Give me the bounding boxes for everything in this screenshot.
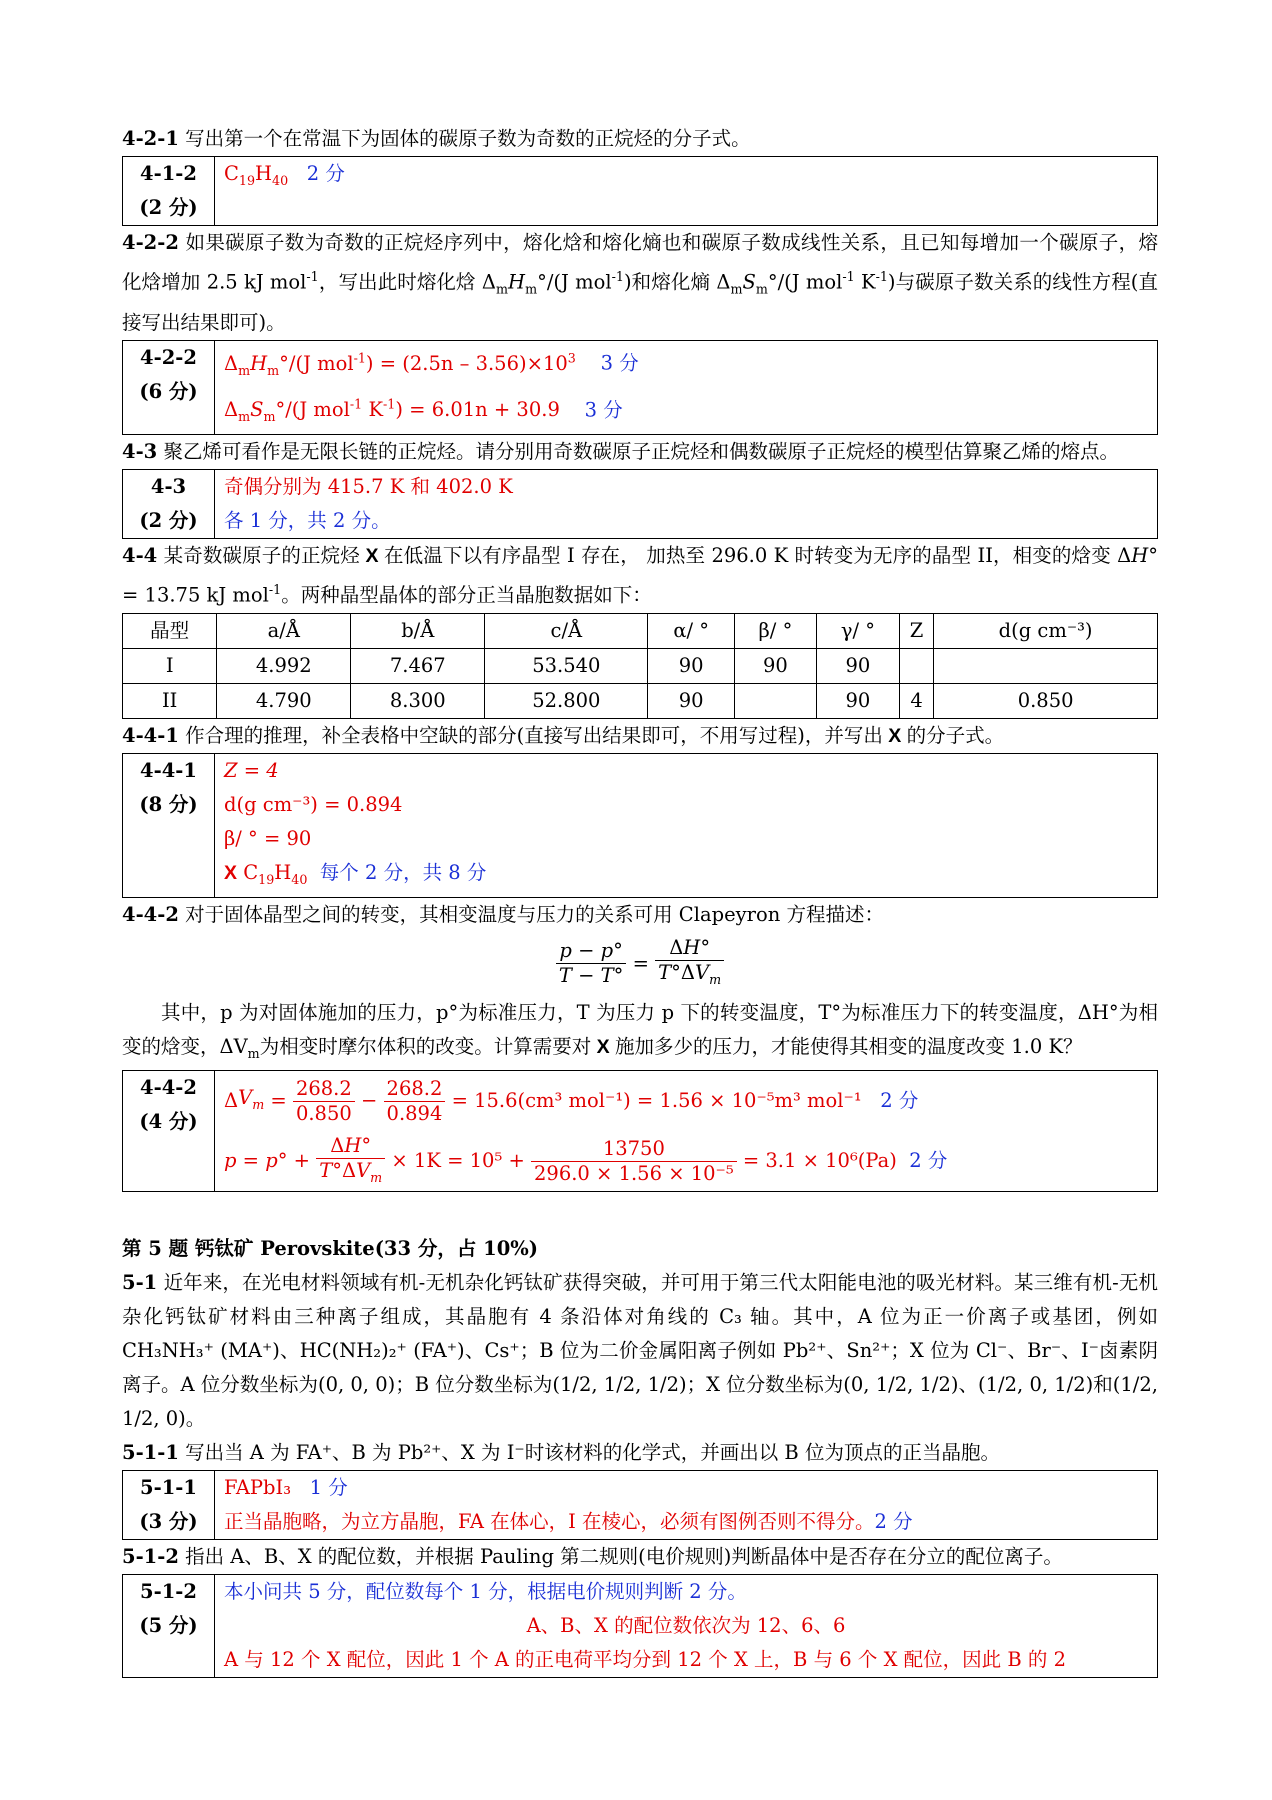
question-4-2-1: 4-2-1 写出第一个在常温下为固体的碳原子数为奇数的正烷烃的分子式。 <box>122 127 751 150</box>
section-5-title: 第 5 题 钙钛矿 Perovskite(33 分，占 10%) <box>122 1237 539 1261</box>
question-4-2-2: 4-2-2 如果碳原子数为奇数的正烷烃序列中，熔化焓和熔化熵也和碳原子数成线性关系，且已知每增加一个碳原子，熔化焓增加 2.5 kJ mol$^{-1}$，写出此时熔化焓 $\Delta_mH_m^\circ/(J$ mol$^{-1}$)和熔化熵 $\Delta_mS_m^\circ/(J$ mol$^{-1}$ $K^{-1}$)与碳原子数关系的线性方程(直接写出结果即可)。 <box>122 231 1158 335</box>
question-5-1-1: 5-1-1 写出当 A 为 FA⁺、B 为 Pb²⁺、X 为 I⁻时该材料的化学式，并画出以 B 位为顶点的正当晶胞。 <box>122 1441 1000 1465</box>
answer-box-4-1-2: 4-1-2 (2 分) $C_{19}H_{40}$ 2 分 <box>122 156 1158 226</box>
question-5-1: 5-1 近年来，在光电材料领域有机-无机杂化钙钛矿获得突破，并可用于第三代太阳能电池的吸光材料。某三维有机-无机杂化钙钛矿材料由三种离子组成，其晶胞有 4 条沿体对角线的 C₃ 轴。其中，A 位为正一价离子或基团，例如 CH₃NH₃⁺ (MA⁺)、HC(NH₂)₂⁺ (FA⁺)、Cs⁺；B 位为二价金属阳离子例如 Pb²⁺、Sn²⁺；X 位为 Cl⁻、Br⁻、I⁻卤素阴离子。A 位分数坐标为(0, 0, 0)；B 位分数坐标为(1/2, 1/2, 1/2)；X 位分数坐标为(0, 1/2, 1/2)、(1/2, 0, 1/2)和(1/2, 1/2, 0)。 <box>122 1271 1158 1431</box>
question-4-3: 4-3 聚乙烯可看作是无限长链的正烷烃。请分别用奇数碳原子正烷烃和偶数碳原子正烷烃的模型估算聚乙烯的熔点。 <box>122 440 1119 464</box>
answer-box-4-4-2: 4-4-2 (4 分) Δ $V_m$ = $\frac{268.2}{0.850}$ − $\frac{268.2}{0.894}$ = 15.6(cm³ mol⁻¹) = 1.56 × 10⁻⁵m³ mol⁻¹ 2 分 p = p ° + $\frac{\Delta H^\circ}{T^\circ\Delta V_m}$ × 1K = 10⁵ + $\frac{13750}{\text{296.0 × 1.56 × 10⁻⁵}}$ = 3.1 × 10⁶(Pa) 2 分 <box>122 1070 1158 1192</box>
table-header-row: 晶型 a/Å b/Å c/Å α/ ° β/ ° γ/ ° Z d(g cm⁻³) <box>123 613 1158 648</box>
answer-box-4-4-1: 4-4-1 (8 分) Z = 4 d(g cm⁻³) = 0.894 β/ ° = 90 X $C_{19}H_{40}$ 每个 2 分，共 8 分 <box>122 753 1158 898</box>
question-5-1-2: 5-1-2 指出 A、B、X 的配位数，并根据 Pauling 第二规则(电价规则)判断晶体中是否存在分立的配位离子。 <box>122 1545 1063 1569</box>
question-4-4-2: 4-4-2 对于固体晶型之间的转变，其相变温度与压力的关系可用 Clapeyron 方程描述： <box>122 902 884 926</box>
page <box>122 122 1158 1678</box>
table-row: I 4.992 7.467 53.540 90 90 90 <box>123 648 1158 683</box>
paragraph-4-4-2: 其中，p 为对固体施加的压力，p°为标准压力，T 为压力 p 下的转变温度，T°为标准压力下的转变温度，ΔH°为相变的焓变，$\Delta V_m$为相变时摩尔体积的改变。计算需要对 X 施加多少的压力，才能使得其相变的温度改变 1.0 K？ <box>122 1000 1158 1061</box>
answer-box-5-1-2: 5-1-2 (5 分) 本小问共 5 分，配位数每个 1 分，根据电价规则判断 2 分。 A、B、X 的配位数依次为 12、6、6 A 与 12 个 X 配位，因此 1 个 A 的正电荷平均分到 12 个 X 上，B 与 6 个 X 配位，因此 B 的 2 <box>122 1574 1158 1678</box>
answer-box-4-3: 4-3 (2 分) 奇偶分别为 415.7 K 和 402.0 K 各 1 分，共 2 分。 <box>122 469 1158 539</box>
question-4-4-1: 4-4-1 作合理的推理，补全表格中空缺的部分(直接写出结果即可，不用写过程)，并写出 X 的分子式。 <box>122 723 1005 747</box>
crystal-data-table <box>122 613 1158 719</box>
clapeyron-equation: $\frac{p - p^\circ}{T - T^\circ}$ = $\frac{\Delta H^\circ}{T^\circ\Delta V_m}$ <box>122 932 1158 996</box>
answer-box-4-2-2: 4-2-2 (6 分) $\Delta_mH_m^\circ/(J$ $mol^{-1}) = (2.5n - 3.56)\times 10^3$ 3 分 $\Delta_mS_m^\circ/(J$ mol$^{-1}$ $K^{-1}) = 6.01n + 30.9$ 3 分 <box>122 340 1158 435</box>
table-row: II 4.790 8.300 52.800 90 90 4 0.850 <box>123 683 1158 718</box>
question-4-4: 4-4 某奇数碳原子的正烷烃 X 在低温下以有序晶型 I 存在， 加热至 296.0 K 时转变为无序的晶型 II，相变的焓变 ΔH° = 13.75 kJ mol$^{-1}$。两种晶型晶体的部分正当晶胞数据如下： <box>122 544 1159 607</box>
answer-box-5-1-1: 5-1-1 (3 分) FAPbI₃ 1 分 正当晶胞略，为立方晶胞，FA 在体心，I 在棱心，必须有图例否则不得分。2 分 <box>122 1470 1158 1540</box>
